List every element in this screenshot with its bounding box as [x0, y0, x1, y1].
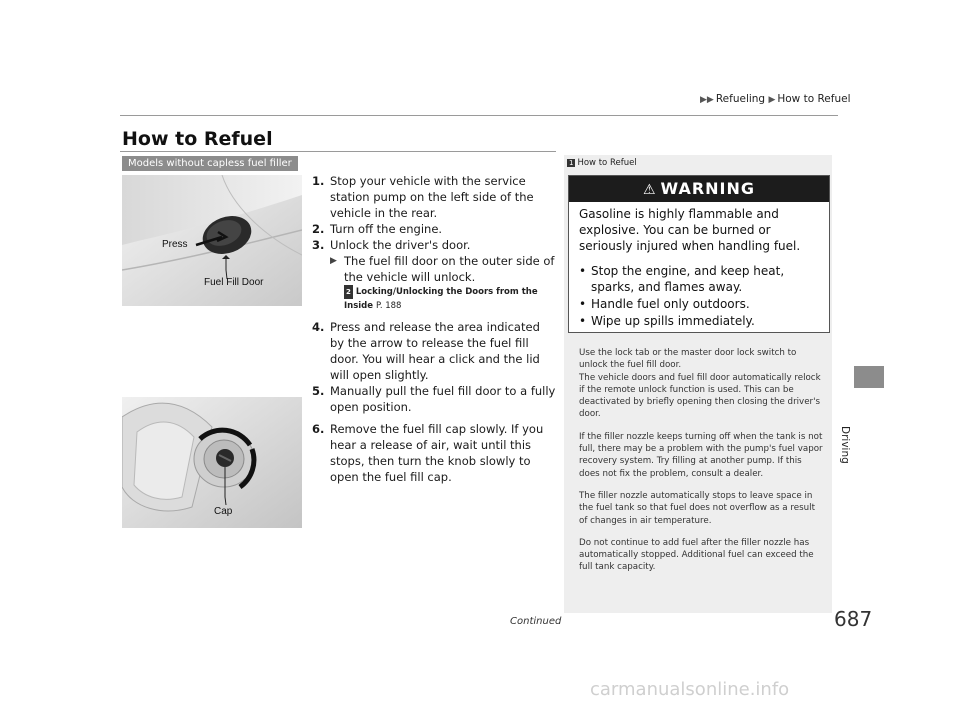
breadcrumb-item-current: How to Refuel [777, 93, 851, 105]
breadcrumb-arrow-icon: ▶ [768, 95, 776, 105]
page-title: How to Refuel [122, 128, 273, 150]
fuel-door-illustration [122, 175, 302, 306]
steps-list [312, 173, 557, 485]
step-6: 6. Remove the fuel fill cap slowly. If you hear a release of air, wait until this stops, then turn the knob slowly to open the fuel fill cap. [312, 422, 544, 484]
section-side-label: Driving [839, 426, 851, 464]
reference-icon: 1 [569, 159, 574, 167]
step-3-substep: ▶ The fuel fill door on the outer side of the vehicle will unlock. [330, 254, 555, 284]
warning-bullet: • Stop the engine, and keep heat, sparks, and flames away. [579, 263, 825, 295]
breadcrumb [700, 93, 851, 105]
sidebar-heading: 1 How to Refuel [569, 158, 637, 168]
warning-bullet: • Handle fuel only outdoors. [579, 296, 825, 312]
step-3: 3. Unlock the driver's door. [312, 238, 471, 252]
warning-header: ⚠ WARNING [569, 176, 829, 202]
warning-intro: Gasoline is highly flammable and explosive. You can be burned or seriously injured when handling fuel. [579, 207, 801, 253]
step-4: 4. Press and release the area indicated by the arrow to release the fuel fill door. You will hear a click and the lid will open slightly. [312, 320, 540, 382]
warning-icon: ⚠ [642, 182, 657, 198]
breadcrumb-item-refueling[interactable]: Refueling [715, 93, 766, 105]
section-tab-marker [854, 366, 884, 388]
warning-bullet: • Wipe up spills immediately. [579, 313, 825, 329]
title-rule [120, 151, 556, 152]
sidebar-notes [579, 347, 824, 584]
sidebar-paragraph: If the filler nozzle keeps turning off when the tank is not full, there may be a problem with the pump's fuel vapor recovery system. Try filling at another pump. If this does not fix the problem, consult a dealer. [579, 431, 823, 479]
step-2: 2. Turn off the engine. [312, 222, 443, 236]
sidebar-paragraph: Do not continue to add fuel after the filler nozzle has automatically stopped. Additional fuel can exceed the full tank capacity. [579, 537, 814, 573]
page-number: 687 [834, 607, 873, 631]
substep-arrow-icon: ▶ [330, 256, 337, 266]
sidebar-paragraph: Use the lock tab or the master door lock switch to unlock the fuel fill door. The vehicle doors and fuel fill door automatically relock if the remote unlock function is used. This can be deactivated by briefly opening then closing the driver's door. [579, 348, 821, 420]
watermark: carmanualsonline.info [590, 679, 790, 700]
warning-body [579, 206, 825, 329]
reference-icon: 2 [344, 285, 353, 299]
cross-reference-link[interactable]: 2 Locking/Unlocking the Doors from the Inside P. 188 [344, 287, 538, 311]
sidebar-paragraph: The filler nozzle automatically stops to leave space in the fuel tank so that fuel does not overflow as a result of changes in air temperature. [579, 490, 815, 526]
cap-label: Cap [214, 506, 233, 517]
warning-box [568, 175, 830, 333]
breadcrumb-arrow-icon: ▶▶ [700, 95, 714, 105]
press-label: Press [162, 239, 188, 250]
header-rule [120, 115, 838, 116]
step-1: 1. Stop your vehicle with the service station pump on the left side of the vehicle in the rear. [312, 174, 534, 220]
model-tag: Models without capless fuel filler [122, 156, 298, 171]
fuel-fill-door-label: Fuel Fill Door [204, 277, 264, 288]
fuel-cap-illustration [122, 397, 302, 528]
step-5: 5. Manually pull the fuel fill door to a fully open position. [312, 384, 556, 414]
continued-label: Continued [510, 616, 562, 627]
